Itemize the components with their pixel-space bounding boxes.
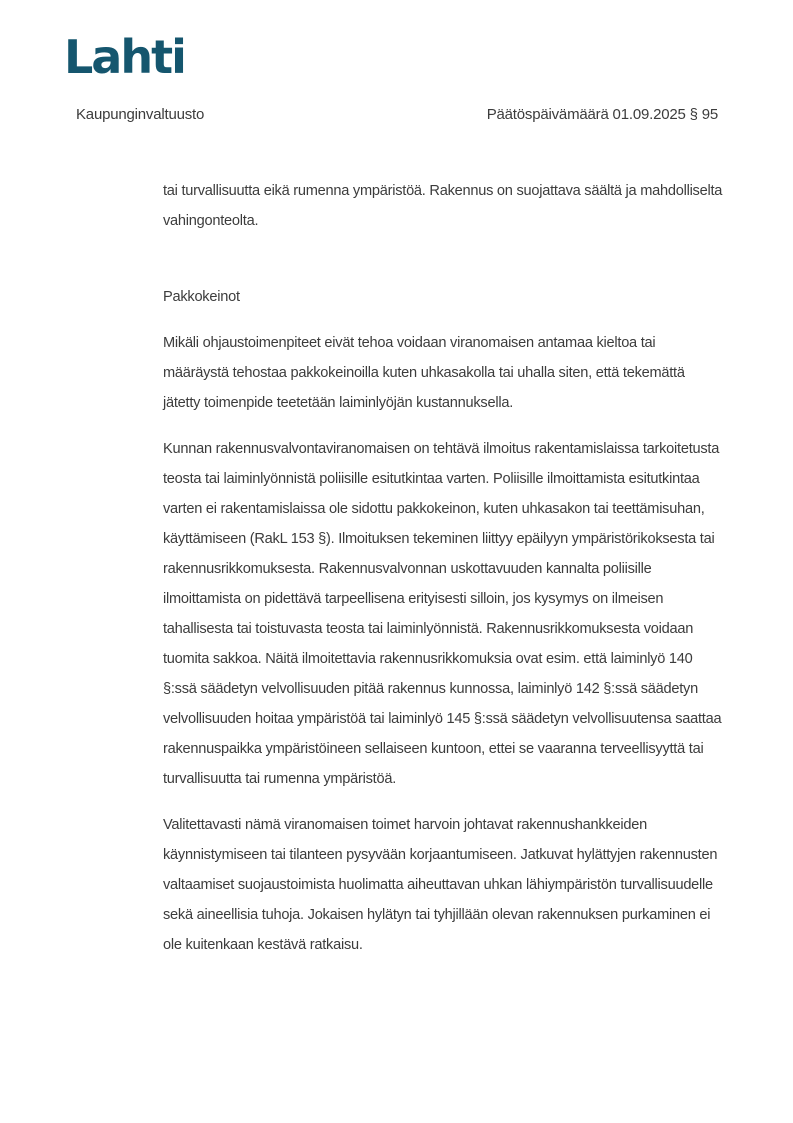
lahti-logo: Lahti [64,30,185,84]
paragraph-pakkokeinot-2: Kunnan rakennusvalvontaviranomaisen on tehtävä ilmoitus rakentamislaissa tarkoitetusta teosta tai laiminlyönnistä poliisille esitutkintaa varten. Poliisille ilmoittamista esitutkintaa varten ei rakentamislaissa ole sidottu pakkokeinon, kuten uhkasakon tai teettämisuhan, käyttämiseen (RakL 153 §). Ilmoituksen tekeminen liittyy epäilyyn ympäristörikoksesta tai rakennusrikkomuksesta. Rakennusvalvonnan uskottavuuden kannalta poliisille ilmoittamista on pidettävä tarpeellisena erityisesti silloin, jos kysymys on ilmeisen tahallisesta tai toistuvasta teosta tai laiminlyönnistä. Rakennusrikkomuksesta voidaan tuomita sakkoa. Näitä ilmoitettavia rakennusrikkomuksia ovat esim. että laiminlyö 140 §:ssä säädetyn velvollisuuden pitää rakennus kunnossa, laiminlyö 142 §:ssä säädetyn velvollisuuden hoitaa ympäristöä tai laiminlyö 145 §:ssä säädetyn velvollisuutensa saattaa rakennuspaikka ympäristöineen sellaiseen kuntoon, ettei se vaaranna terveellisyyttä tai turvallisuutta tai rumenna ympäristöä. [163,441,722,787]
page-header [76,106,718,123]
paragraph-pakkokeinot-3: Valitettavasti nämä viranomaisen toimet harvoin johtavat rakennushankkeiden käynnistymiseen tai tilanteen pysyvään korjaantumiseen. Jatkuvat hylättyjen rakennusten valtaamiset suojaustoimista huolimatta aiheuttavan uhkan lähiympäristön turvallisuudelle sekä aineellisia tuhoja. Jokaisen hylätyn tai tyhjillään olevan rakennuksen purkaminen ei ole kuitenkaan kestävä ratkaisu. [163,817,718,953]
paragraph-pakkokeinot-1: Mikäli ohjaustoimenpiteet eivät tehoa voidaan viranomaisen antamaa kieltoa tai määräystä tehostaa pakkokeinoilla kuten uhkasakolla tai uhalla siten, että tekemättä jätetty toimenpide teetetään laiminlyöjän kustannuksella. [163,335,685,411]
paragraph-intro: tai turvallisuutta eikä rumenna ympäristöä. Rakennus on suojattava säältä ja mahdolliselta vahingonteolta. [163,183,723,229]
header-decision-date: Päätöspäivämäärä 01.09.2025 § 95 [486,106,718,123]
header-org-name: Kaupunginvaltuusto [76,106,205,123]
section-heading-pakkokeinot: Pakkokeinot [163,289,240,305]
document-body [163,176,725,976]
